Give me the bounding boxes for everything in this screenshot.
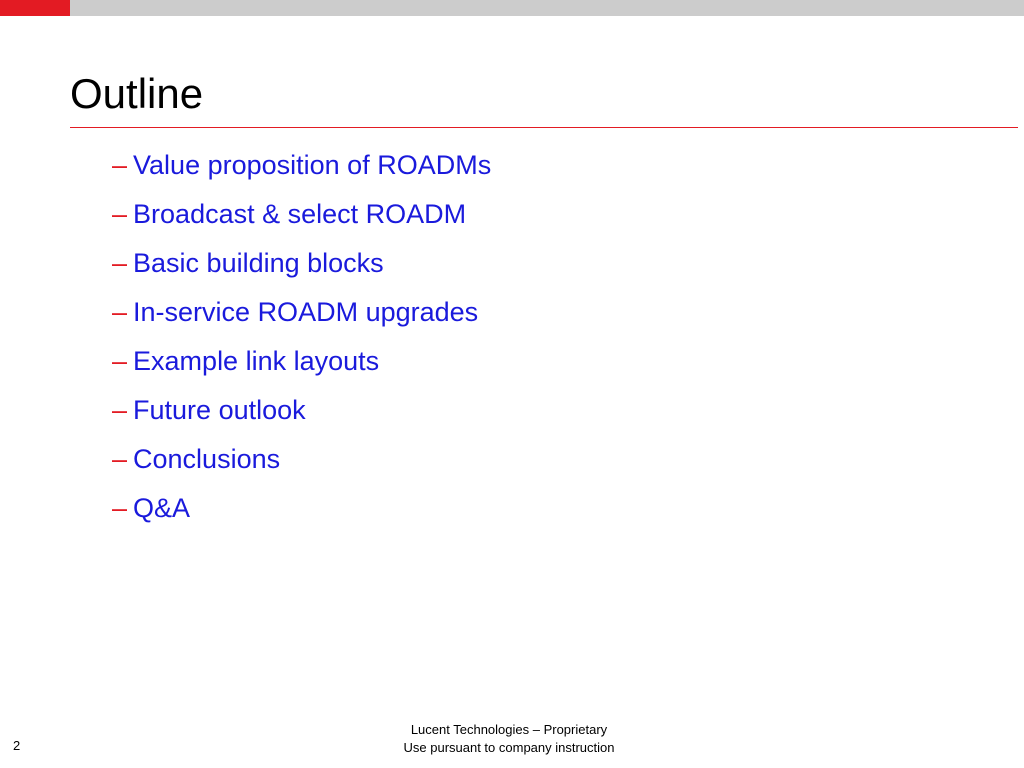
list-item-label: Future outlook — [133, 395, 306, 425]
dash-bullet: – — [112, 444, 128, 474]
list-item-label: Conclusions — [133, 444, 281, 474]
footer — [330, 721, 688, 757]
list-item-label: Q&A — [133, 493, 191, 523]
dash-bullet: – — [112, 493, 128, 523]
title-divider — [70, 127, 1018, 128]
list-item-label: In-service ROADM upgrades — [133, 297, 479, 327]
footer-proprietary-notice: Lucent Technologies – Proprietary — [410, 722, 608, 737]
slide-title: Outline — [70, 70, 204, 117]
list-item — [112, 145, 491, 194]
list-item-label: Basic building blocks — [133, 248, 384, 278]
list-item — [112, 488, 491, 537]
dash-bullet: – — [112, 346, 128, 376]
list-item-label: Example link layouts — [133, 346, 380, 376]
list-item — [112, 439, 491, 488]
dash-bullet: – — [112, 248, 128, 278]
list-item — [112, 243, 491, 292]
dash-bullet: – — [112, 199, 128, 229]
list-item-label: Value proposition of ROADMs — [133, 150, 492, 180]
list-item-label: Broadcast & select ROADM — [133, 199, 467, 229]
dash-bullet: – — [112, 150, 128, 180]
top-bar — [0, 0, 1024, 16]
list-item — [112, 194, 491, 243]
outline-list — [112, 145, 491, 537]
footer-usage-notice: Use pursuant to company instruction — [403, 740, 615, 755]
page-number: 2 — [13, 738, 21, 753]
list-item — [112, 292, 491, 341]
list-item — [112, 341, 491, 390]
dash-bullet: – — [112, 297, 128, 327]
list-item — [112, 390, 491, 439]
dash-bullet: – — [112, 395, 128, 425]
top-bar-accent — [0, 0, 70, 16]
